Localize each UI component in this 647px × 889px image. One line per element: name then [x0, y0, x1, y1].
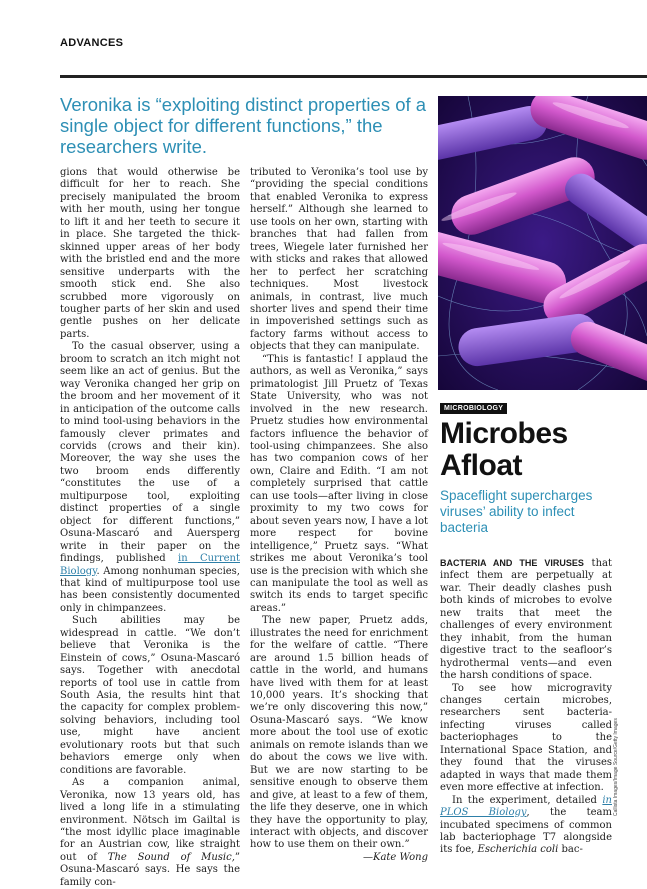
paragraph: The new paper, Pruetz adds, illustrates the need for enrichment for the welfare of cattle. “There are around 1.5 billion heads of cattle in the world, and humans have lived with them for at least 10,000 years. It’s shocking that we’re only discovering this now,” Osuna-Mascaró says. “We know more about the tool use of exotic animals on remote islands than we do about the cows we live with. But we are now starting to be sensitive enough to observe them and give, at least to a few of them, the life they deserve, one in which they have the opportunity to play, interact with objects, and discover how to use them on their own.” — [250, 615, 428, 851]
paragraph-text: To the casual observer, using a broom to scratch an itch might not seem like an act of genius. But the way Veronika changed her grip on the broom and her movement of it in anticipation of the outcome calls to mind tool-using behaviors in the famously clever primates and corvids (crows and their kin). Moreover, the way she uses the two broom ends differently “constitutes the use of a multipurpose tool, exploiting distinct properties of a single object for different functions,” Osuna-Mascaró and Auersperg write in their paper on the findings, published — [60, 341, 240, 565]
film-title: The Sound of Music, — [107, 851, 235, 863]
section-label: ADVANCES — [60, 37, 124, 49]
paragraph: Such abilities may be widespread in cattle. “We don’t believe that Veronika is the Einstein of cows,” Osuna-Mascaró says. Together with anecdotal reports of tool use in cattle from South Asia, the results hint that the capacity for complex problem-solving behaviors, including tool use, might have ancient evolutionary roots but that such behaviors emerge only when conditions are favorable. — [60, 615, 240, 776]
article-column-2 — [250, 167, 428, 864]
paragraph: tributed to Veronika’s tool use by “providing the special conditions that enabled Veronika to express herself.” Although she learned to use tools on her own, starting with branches that had fallen from trees, Wiegele later furnished her with sticks and rakes that allowed her to perfect her scratching techniques. Most livestock animals, in contrast, live much shorter lives and spend their time in impoverished settings such as factory farms without access to objects that they can manipulate. — [250, 167, 428, 353]
paragraph — [440, 557, 612, 683]
paragraph — [60, 341, 240, 615]
paragraph — [60, 777, 240, 889]
article-column-1 — [60, 167, 240, 889]
paragraph: To see how microgravity changes certain microbes, researchers sent bacteria-infecting viruses called bacteriophages to the International Space Station, and they found that the viruses adapted in ways that made them even more effective at infection. — [440, 682, 612, 794]
paragraph-text: As a companion animal, Veronika, now 13 years old, has lived a long life in a stimulating environment. Nötsch im Gailtal is “the most idyllic place imaginable for an Austrian cow, like straight out of — [60, 777, 240, 863]
paragraph: gions that would otherwise be difficult for her to reach. She precisely manipulated the broom with her mouth, using her tongue to lift it and her teeth to secure it in place. She targeted the thick-skinned upper areas of her body with the bristled end and the more sensitive underparts with the smooth stick end. She also scrubbed more vigorously on tougher parts of her skin and used gentle pushes on her delicate parts. — [60, 167, 240, 340]
paragraph — [440, 795, 612, 857]
paragraph-text: that infect them are perpetually at war. Their deadly clashes push both kinds of microbes to evolve new traits that meet the challenges of every environment they inhabit, from the human digestive tract to the seafloor’s hydrothermal vents—and even the harsh conditions of space. — [440, 558, 613, 682]
pull-quote: Veronika is “exploiting distinct properties of a single object for different functions,” the researchers write. — [60, 94, 427, 157]
sidebar-dek: Spaceflight supercharges viruses’ ability to infect bacteria — [440, 488, 593, 535]
paragraph: “This is fantastic! I applaud the authors, as well as Veronika,” says primatologist Jill Pruetz of Texas State University, who was not involved in the new research. Pruetz studies how environmental factors influence the behavior of tool-using chimpanzees. She also has two companion cows of her own, Claire and Edith. “I am not completely surprised that cattle can use tools—after living in close proximity to my two cows for about seven years now, I have a lot more respect for bovine intelligence,” Pruetz says. “What strikes me about Veronika’s tool use is the precision with which she can manipulate the tool as well as switch its ends to target specific areas.” — [250, 353, 428, 614]
section-rule — [60, 75, 647, 78]
species-name: Escherichia coli — [477, 844, 559, 856]
paragraph-text: , the team incubated specimens of common lab bacteriophage T7 alongside its foe, — [440, 807, 613, 856]
lead-in: BACTERIA AND THE VIRUSES — [440, 558, 584, 568]
sidebar-body — [440, 557, 612, 857]
plos-biology-link[interactable]: in PLOS Biology — [440, 794, 612, 819]
current-biology-link[interactable]: in Current Biology — [60, 553, 240, 577]
paragraph-text: . Among nonhuman species, that kind of multipurpose tool use has been consistently documented only in chimpanzees. — [60, 565, 240, 614]
paragraph-text: bac- — [558, 844, 583, 856]
paragraph-text: In the experiment, detailed — [452, 794, 603, 806]
author-signature: —Kate Wong — [362, 851, 428, 863]
sidebar-headline: Microbes Afloat — [440, 417, 568, 482]
bacteria-photo — [438, 96, 647, 390]
photo-credit: Callista Images/Image Source/Getty Images — [613, 718, 619, 816]
category-tag: MICROBIOLOGY — [440, 403, 507, 414]
paragraph-text: ” Osuna-Mascaró says. He says the family con- — [60, 851, 240, 888]
